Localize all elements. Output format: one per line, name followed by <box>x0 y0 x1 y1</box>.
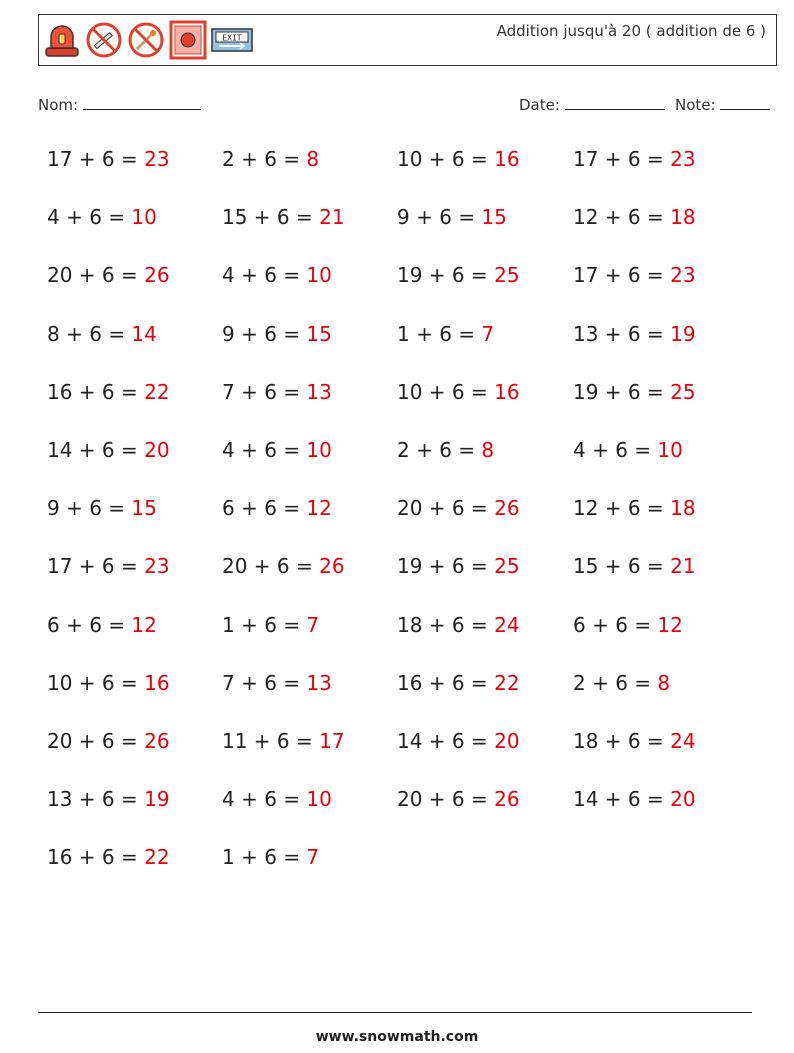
problem-cell <box>222 729 345 753</box>
problem-question: 17 + 6 = <box>573 263 671 288</box>
problem-answer: 26 <box>494 787 520 812</box>
problem-answer: 10 <box>306 263 332 288</box>
problem-cell <box>222 438 332 462</box>
problem-question: 19 + 6 = <box>573 379 671 404</box>
problem-cell <box>47 147 170 171</box>
exit-sign-icon <box>211 20 253 60</box>
problem-answer: 22 <box>144 845 170 870</box>
problem-answer: 22 <box>144 379 170 404</box>
problem-answer: 17 <box>319 728 345 753</box>
problem-answer: 23 <box>670 147 696 171</box>
problem-cell <box>573 613 683 637</box>
problem-question: 12 + 6 = <box>573 205 671 230</box>
problem-question: 7 + 6 = <box>222 379 307 404</box>
problem-question: 4 + 6 = <box>573 437 658 462</box>
problem-cell <box>573 380 696 404</box>
grade-line <box>720 95 770 110</box>
worksheet-header <box>38 14 777 66</box>
problem-answer: 26 <box>144 728 170 753</box>
problem-answer: 14 <box>131 321 157 346</box>
problem-cell <box>222 496 332 520</box>
problem-question: 20 + 6 = <box>397 496 495 521</box>
problem-answer: 23 <box>144 147 170 171</box>
problem-cell <box>397 729 520 753</box>
problem-answer: 10 <box>306 437 332 462</box>
problem-question: 1 + 6 = <box>222 612 307 637</box>
problem-cell <box>397 263 520 287</box>
problem-answer: 7 <box>306 845 320 870</box>
problem-cell <box>47 438 170 462</box>
problem-answer: 16 <box>494 379 520 404</box>
problem-answer: 12 <box>306 496 332 521</box>
problem-question: 11 + 6 = <box>222 728 320 753</box>
problem-answer: 21 <box>319 205 345 230</box>
problem-answer: 20 <box>144 437 170 462</box>
problem-cell <box>573 671 670 695</box>
problem-cell <box>573 147 696 171</box>
problem-question: 19 + 6 = <box>397 554 495 579</box>
problem-answer: 18 <box>670 205 696 230</box>
problem-question: 18 + 6 = <box>397 612 495 637</box>
problem-question: 9 + 6 = <box>397 205 482 230</box>
problem-cell <box>47 671 170 695</box>
problem-answer: 15 <box>481 205 507 230</box>
problem-cell <box>573 263 696 287</box>
problem-question: 8 + 6 = <box>47 321 132 346</box>
problem-cell <box>222 554 345 578</box>
problem-question: 16 + 6 = <box>397 670 495 695</box>
problem-question: 17 + 6 = <box>47 554 145 579</box>
problem-cell <box>397 613 520 637</box>
problem-answer: 26 <box>494 496 520 521</box>
problem-cell <box>222 845 319 869</box>
fire-alarm-button-icon <box>169 20 207 60</box>
problem-question: 4 + 6 = <box>47 205 132 230</box>
name-field <box>38 95 201 114</box>
problem-cell <box>47 380 170 404</box>
problem-cell <box>47 205 157 229</box>
problem-question: 6 + 6 = <box>222 496 307 521</box>
worksheet-title: Addition jusqu'à 20 ( addition de 6 ) <box>496 22 766 40</box>
problem-cell <box>47 729 170 753</box>
problem-cell <box>222 263 332 287</box>
problem-cell <box>222 671 332 695</box>
problem-cell <box>573 729 696 753</box>
problem-cell <box>397 438 494 462</box>
problem-cell <box>47 496 157 520</box>
problem-answer: 7 <box>306 612 320 637</box>
problem-question: 14 + 6 = <box>397 728 495 753</box>
problem-question: 6 + 6 = <box>47 612 132 637</box>
problem-question: 16 + 6 = <box>47 845 145 870</box>
problem-answer: 10 <box>306 787 332 812</box>
date-field <box>519 95 665 114</box>
problem-question: 4 + 6 = <box>222 787 307 812</box>
problem-cell <box>47 263 170 287</box>
problem-question: 17 + 6 = <box>47 147 145 171</box>
problem-question: 2 + 6 = <box>573 670 658 695</box>
problem-cell <box>222 380 332 404</box>
problem-question: 9 + 6 = <box>222 321 307 346</box>
problem-cell <box>573 554 696 578</box>
problem-answer: 24 <box>494 612 520 637</box>
problem-question: 20 + 6 = <box>222 554 320 579</box>
problem-answer: 8 <box>306 147 320 171</box>
problem-answer: 12 <box>131 612 157 637</box>
problem-question: 12 + 6 = <box>573 496 671 521</box>
problem-question: 14 + 6 = <box>47 437 145 462</box>
problem-answer: 10 <box>131 205 157 230</box>
problem-cell <box>47 787 170 811</box>
problem-answer: 22 <box>494 670 520 695</box>
problem-question: 6 + 6 = <box>573 612 658 637</box>
problem-question: 4 + 6 = <box>222 263 307 288</box>
problem-answer: 26 <box>319 554 345 579</box>
date-label: Date: <box>519 96 560 114</box>
problem-cell <box>222 613 319 637</box>
problem-answer: 25 <box>670 379 696 404</box>
problem-answer: 13 <box>306 670 332 695</box>
problem-cell <box>573 322 696 346</box>
no-matches-icon <box>127 20 165 60</box>
problem-cell <box>397 554 520 578</box>
problem-cell <box>222 147 319 171</box>
problem-answer: 25 <box>494 554 520 579</box>
problem-cell <box>397 322 494 346</box>
problem-question: 19 + 6 = <box>397 263 495 288</box>
problem-question: 10 + 6 = <box>397 379 495 404</box>
problem-answer: 8 <box>657 670 671 695</box>
svg-text:EXIT: EXIT <box>222 33 242 43</box>
problem-cell <box>397 671 520 695</box>
problem-answer: 15 <box>131 496 157 521</box>
problem-question: 15 + 6 = <box>222 205 320 230</box>
problem-answer: 20 <box>670 787 696 812</box>
problem-question: 2 + 6 = <box>222 147 307 171</box>
problem-answer: 18 <box>670 496 696 521</box>
problem-cell <box>397 205 507 229</box>
grade-label: Note: <box>675 96 716 114</box>
problem-answer: 13 <box>306 379 332 404</box>
problem-cell <box>47 322 157 346</box>
problem-question: 20 + 6 = <box>397 787 495 812</box>
problem-answer: 12 <box>657 612 683 637</box>
problem-cell <box>397 787 520 811</box>
problem-question: 20 + 6 = <box>47 263 145 288</box>
problem-answer: 21 <box>670 554 696 579</box>
problem-answer: 20 <box>494 728 520 753</box>
problem-question: 2 + 6 = <box>397 437 482 462</box>
problem-cell <box>47 554 170 578</box>
problem-question: 13 + 6 = <box>47 787 145 812</box>
date-line <box>565 95 665 110</box>
problem-question: 10 + 6 = <box>397 147 495 171</box>
problem-cell <box>222 205 345 229</box>
problem-cell <box>573 205 696 229</box>
problem-cell <box>47 613 157 637</box>
problem-answer: 24 <box>670 728 696 753</box>
problem-question: 9 + 6 = <box>47 496 132 521</box>
problem-question: 18 + 6 = <box>573 728 671 753</box>
problem-question: 4 + 6 = <box>222 437 307 462</box>
problem-question: 15 + 6 = <box>573 554 671 579</box>
problem-question: 17 + 6 = <box>573 147 671 171</box>
problem-cell <box>573 438 683 462</box>
problem-answer: 10 <box>657 437 683 462</box>
problem-answer: 8 <box>481 437 495 462</box>
problem-cell <box>222 322 332 346</box>
icon-strip <box>43 20 253 60</box>
problem-answer: 26 <box>144 263 170 288</box>
problem-answer: 19 <box>670 321 696 346</box>
problem-cell <box>397 380 520 404</box>
problem-answer: 16 <box>144 670 170 695</box>
problem-answer: 23 <box>670 263 696 288</box>
siren-icon <box>43 20 81 60</box>
grade-field <box>675 95 770 114</box>
problem-answer: 16 <box>494 147 520 171</box>
problem-cell <box>397 147 520 171</box>
problem-question: 13 + 6 = <box>573 321 671 346</box>
problem-cell <box>222 787 332 811</box>
problem-cell <box>573 496 696 520</box>
problem-question: 16 + 6 = <box>47 379 145 404</box>
problem-answer: 7 <box>481 321 495 346</box>
problem-question: 1 + 6 = <box>397 321 482 346</box>
problem-question: 20 + 6 = <box>47 728 145 753</box>
name-label: Nom: <box>38 96 79 114</box>
problem-cell <box>397 496 520 520</box>
problem-question: 10 + 6 = <box>47 670 145 695</box>
footer-divider <box>38 1012 752 1013</box>
problem-answer: 25 <box>494 263 520 288</box>
problem-question: 14 + 6 = <box>573 787 671 812</box>
problem-answer: 15 <box>306 321 332 346</box>
problem-question: 1 + 6 = <box>222 845 307 870</box>
problem-cell <box>573 787 696 811</box>
problem-answer: 19 <box>144 787 170 812</box>
problem-cell <box>47 845 170 869</box>
name-line <box>83 95 201 110</box>
problem-question: 7 + 6 = <box>222 670 307 695</box>
footer-site: www.snowmath.com <box>315 1029 479 1045</box>
problem-answer: 23 <box>144 554 170 579</box>
no-smoking-icon <box>85 20 123 60</box>
